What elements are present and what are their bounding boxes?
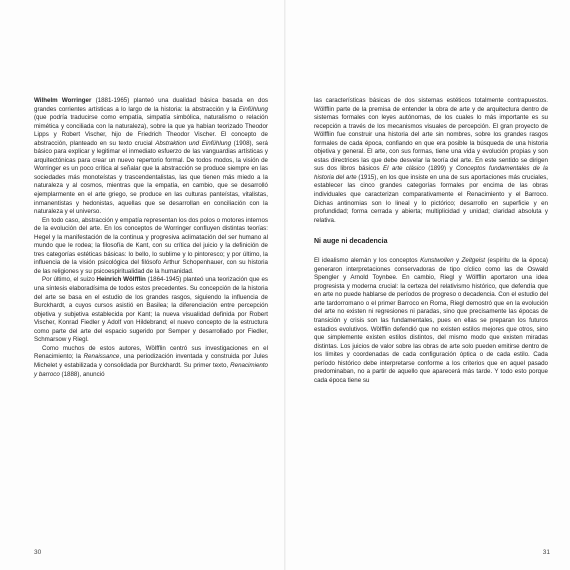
italic-title: Kunstwollen (420, 257, 454, 265)
italic-title: Zeitgeist (461, 257, 485, 265)
text-run: En todo caso, abstracción y empatía representan los dos polos o motores internos de la evolución del arte. En los conceptos de Worringer confluyen distintas teorías: Hegel y la manifestación de la continua y progresiva aclimatación del ser humano al mundo que le rodea; la filosofía de Kant, con su crítica del juicio y la definición de tres categorías estéticas básicas: lo bello, lo sublime y lo pintoresco; y por último, la influencia de la visión psicológica del filósofo Arthur Schopenhauer, con su historia de las religiones y su psicoespiritualidad de la humanidad. (34, 216, 268, 275)
italic-title: Einfühlung (238, 105, 268, 113)
bold-name: Heinrich Wölfflin (96, 276, 146, 284)
right-page-body (314, 97, 548, 385)
text-run: Como muchos de estos autores, Wölfflin centró sus investigaciones en el Renacimiento; la (34, 344, 268, 361)
paragraph (34, 345, 268, 379)
italic-title: Renaissance (83, 353, 120, 361)
italic-title: Conceptos fundamentales de la historia del arte (314, 165, 548, 181)
text-run: (que podría traducirse como empatía, simpatía simbólica, naturalismo o relación mimética y conciliada con la naturaleza), sobre la que ya habían teorizado Theodor Lipps y Robert Vischer, hijo de Friedrich Theodor Vischer. El concepto de abstracción, planteado en su texto crucial (34, 114, 268, 147)
paragraph (314, 97, 548, 225)
text-run: El idealismo alemán y los conceptos (314, 257, 421, 265)
text-run: (espíritu de la época) generaron interpretaciones conservadoras de tipo cíclico como las de Oswald Spengler y Arnold Toynbee. En cambio, Riegl y Wölfflin aportaron una idea progresista y moderna crucial: la certeza del relativismo histórico, que defendía que en arte no puede hablarse de períodos de progreso o decadencia. Con el estudio del arte tardorromano o el primer Barroco en Roma, Riegl demostró que en la evolución del arte no existen ni regresiones ni paradas, sino que precisamente las épocas de transición y crisis son las fundamentales, pues en ellas se preparan los futuros estadios evolutivos. Wölfflin defendió que no existen estilos mejores que otros, sino que simplemente existen estilos distintos, del mismo modo que existen miradas distintas. Los juicios de valor sobre las obras de arte solo pueden emitirse dentro de los límites y coordenadas de cada configuración óptica o de cada estilo. Cada período histórico debe interpretarse conforme a los criterios que en aquel pasado predominaban, no a partir de aquello que aparecerá más tarde. Y todo esto porque cada época tiene su (314, 257, 548, 384)
page-number: 30 (34, 549, 42, 556)
text-run: Por último, el suizo (42, 276, 97, 284)
text-run: (1881-1965) planteó una dualidad básica basada en dos grandes corrientes artísticas a lo largo de la historia: la abstracción y la (34, 97, 268, 113)
paragraph (34, 276, 268, 344)
left-page-body (34, 97, 268, 379)
text-run: las características básicas de dos sistemas estéticos totalmente contrapuestos. Wölfflin parte de la premisa de entender la obra de arte y de arquitectura dentro de sistemas formales con leyes autónomas, de los cuales lo más importante es su recepción a través de los mecanismos visuales de percepción. El gran proyecto de Wölfflin fue construir una historia del arte sin nombres, sobre los grandes rasgos formales de cada época, confiando en que era posible la búsqueda de una historia objetiva y general. El arte, con sus formas, tiene una vida y evolución propias y son estas directrices las que debe desvelar la teoría del arte. En este sentido se dirigen sus dos libros básicos (314, 97, 548, 173)
text-run: (1915), en los que insiste en una de sus aportaciones más cruciales, establecer las cinco grandes categorías formales por encima de las obras individuales que caracterizan comparativamente el Renacimiento y el Barroco. Dichas antinomias son lo lineal y lo pictórico; desarrollo en superficie y en profundidad; forma cerrada y abierta; multiplicidad y unidad; claridad absoluta y relativa. (314, 173, 549, 224)
paragraph (34, 217, 268, 277)
page-number: 31 (542, 549, 550, 556)
text-run: (1899) y (424, 165, 456, 173)
italic-title: El arte clásico (382, 165, 425, 173)
text-run: (1888), anunció (59, 370, 105, 378)
text-run: (1908), será básico para explicar y legitimar el inmediato esfuerzo de las vanguardias artísticas y arquitectónicas para crear un nuevo repertorio formal. De todos modos, la visión de Worringer es un poco crítica al señalar que la abstracción se produce siempre en las sociedades más monoteístas y trascendentalistas, las que tienen más miedo a la naturaleza y al cosmos, mientras que la empatía, en cambio, que se desarrolló ejemplarmente en el arte griego, se produce en las culturas panteístas, vitalistas, inmanentistas y hedonistas, aquellas que se desarrollan en conciliación con la naturaleza y el universo. (34, 139, 268, 216)
text-run: (1864-1945) planteó una teorización que es una síntesis elaboradísima de todos estos precedentes. Su concepción de la historia del arte se basa en el estudio de los grandes rasgos, siguiendo la influencia de Burckhardt, a cuyos cursos asistió en Basilea; la diferenciación entre percepción objetiva y subjetiva establecida por Kant; la nueva visualidad definida por Robert Vischer, Konrad Fiedler y Adolf von Hildebrand; el nuevo concepto de la estructura como parte del arte del espacio sugerido por Semper y desarrollado por Fiedler, Schmarsow y Riegl. (34, 276, 268, 344)
paragraph (314, 257, 548, 385)
italic-title: Renacimiento y barroco (34, 361, 268, 378)
section-heading: Ni auge ni decadencia (314, 238, 388, 246)
italic-title: Abstraktion und Einfühlung (155, 139, 232, 147)
right-page (285, 0, 570, 570)
text-run: y (453, 257, 462, 265)
bold-name: Wilhelm Worringer (34, 97, 92, 104)
text-run: , una periodización inventada y construida por Jules Michelet y estabilizada y consolidada por Burckhardt. Su primer texto, (34, 353, 268, 369)
paragraph (34, 97, 268, 217)
